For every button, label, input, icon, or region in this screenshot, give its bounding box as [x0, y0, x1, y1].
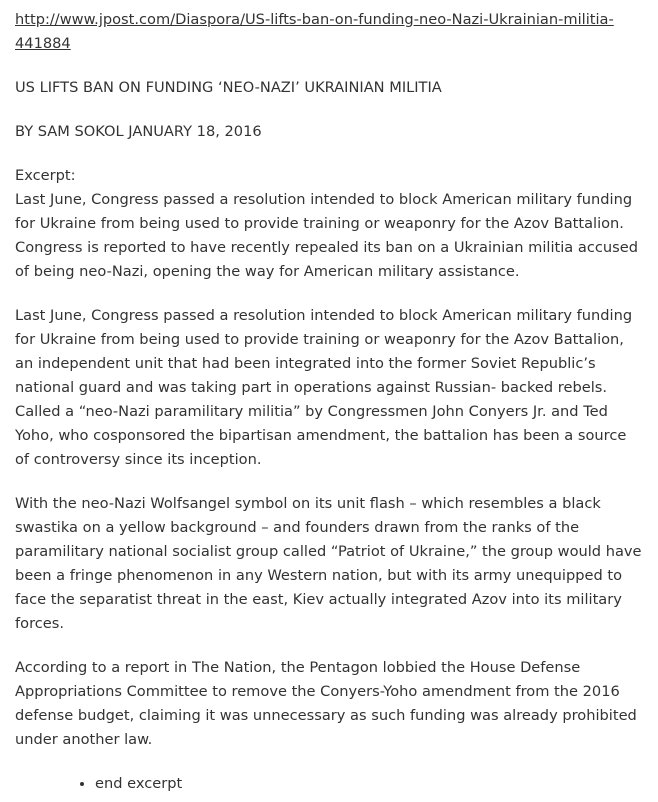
- paragraph-2: With the neo-Nazi Wolfsangel symbol on its unit flash – which resembles a black swastika on a yellow background – and founders drawn from the ranks of the paramilitary national socialist group called “Patriot of Ukraine,” the group would have been a fringe phenomenon in any Western nation, but with its army unequipped to face the separatist threat in the east, Kiev actually integrated Azov into its military forces.: [15, 495, 642, 632]
- end-excerpt-item: • end excerpt: [95, 772, 643, 796]
- paragraph-1: Last June, Congress passed a resolution intended to block American military funding for Ukraine from being used to provide training or weaponry for the Azov Battalion, an independent unit that had been integrated into the former Soviet Republic’s national guard and was taking part in operations against Russian- backed rebels. Called a “neo-Nazi paramilitary militia” by Congressmen John Conyers Jr. and Ted Yoho, who cosponsored the bipartisan amendment, the battalion has been a source of controversy since its inception.: [15, 307, 633, 468]
- excerpt-block: [15, 164, 643, 284]
- article-headline: US LIFTS BAN ON FUNDING ‘NEO-NAZI’ UKRAINIAN MILITIA: [15, 79, 442, 96]
- source-link-line1: http://www.jpost.com/Diaspora/US-lifts-ban-on-funding-neo-Nazi-Ukrainian-militia-: [15, 11, 614, 28]
- source-link[interactable]: [15, 8, 655, 56]
- excerpt-summary: Last June, Congress passed a resolution intended to block American military funding for Ukraine from being used to provide training or weaponry for the Azov Battalion. Congress is reported to have recently repealed its ban on a Ukrainian militia accused of being neo-Nazi, opening the way for American military assistance.: [15, 191, 638, 280]
- excerpt-label: Excerpt:: [15, 167, 76, 184]
- paragraph-3: According to a report in The Nation, the Pentagon lobbied the House Defense Appropriations Committee to remove the Conyers-Yoho amendment from the 2016 defense budget, claiming it was unnecessary as such funding was already prohibited under another law.: [15, 659, 637, 748]
- source-link-line2: 441884: [15, 35, 71, 52]
- end-excerpt-list: [15, 772, 643, 796]
- article-byline: BY SAM SOKOL JANUARY 18, 2016: [15, 123, 262, 140]
